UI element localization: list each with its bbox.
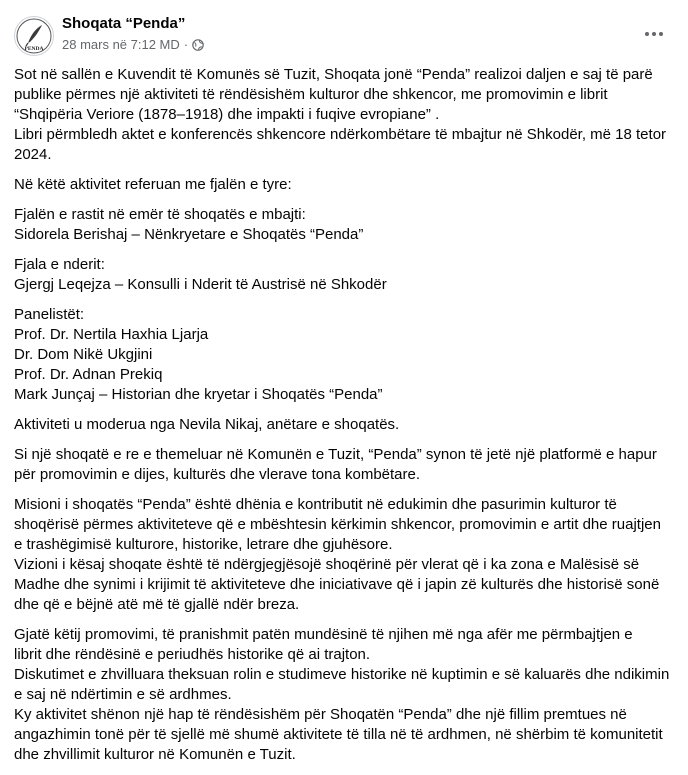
post-text-line: “Shqipëria Veriore (1878–1918) dhe impakti i fuqive evropiane” . [14,106,440,123]
post-paragraph [14,65,676,165]
post-meta [62,37,204,52]
page-name[interactable]: Shoqata “Penda” [62,15,186,32]
post-text-line: e trashëgimisë kulturore, historike, letrare dhe gjuhësore. [14,536,393,553]
post-paragraph [14,415,676,435]
post-header [0,0,688,64]
post-text-line: Panelistët: [14,306,85,323]
post-timestamp[interactable]: 28 mars në 7:12 MD [62,37,180,52]
post-text-line: Aktiviteti u moderua nga Nevila Nikaj, anëtare e shoqatës. [14,416,400,433]
post-text-line: e saj në ndërtimin e së ardhmes. [14,686,232,703]
post-text-line: për promovimin e dijes, kulturës dhe vlerave tona kombëtare. [14,466,421,483]
post-text-line: angazhimin tonë për të sjellë më shumë aktivitete të tilla në të ardhmen, në shërbim të komunitetit [14,726,663,743]
post-text-line: shoqërisë përmes aktiviteteve që e mbështesin kërkimin shkencor, promovimin e artit dhe ruajtjen [14,516,661,533]
post-text-line: dhe që e bëjnë atë më të gjallë ndër breza. [14,596,300,613]
svg-text:PENDA: PENDA [24,46,44,52]
post-text-line: Mark Junçaj – Historian dhe kryetar i Shoqatës “Penda” [14,386,383,403]
post-text-line: Sidorela Berishaj – Nënkryetare e Shoqatës “Penda” [14,226,364,243]
post-text-line: Misioni i shoqatës “Penda” është dhënia e kontributit në edukimin dhe pasurimin kulturor të [14,496,617,513]
post-text-line: Madhe dhe synimi i krijimit të aktiviteteve dhe iniciativave që i japin zë kulturës dhe historisë sonë [14,576,660,593]
post-text-line: Në këtë aktivitet referuan me fjalën e tyre: [14,176,292,193]
post-text-line: Dr. Dom Nikë Ukgjini [14,346,153,363]
meta-separator: · [183,37,189,52]
post-paragraph [14,445,676,485]
post-text-line: Si një shoqatë e re e themeluar në Komunën e Tuzit, “Penda” synon të jetë një platformë e hapur [14,446,657,463]
post-text-line: dhe zhvillimit kulturor në Komunën e Tuzit. [14,746,296,763]
post-paragraph [14,175,676,195]
post-text-line: Sot në sallën e Kuvendit të Komunës së Tuzit, Shoqata jonë “Penda” realizoi daljen e saj të parë [14,66,653,83]
post-text-line: Libri përmbledh aktet e konferencës shkencore ndërkombëtare të mbajtur në Shkodër, më 18 tetor [14,126,667,143]
post-text-line: Fjala e nderit: [14,256,105,273]
post-text-line: librit dhe rëndësinë e periudhës historike që ai trajton. [14,646,371,663]
post-text-line: Diskutimet e zhvilluara theksuan rolin e studimeve historike në kuptimin e së kaluarës dhe ndikimin [14,666,670,683]
post-text-line: Gjergj Leqejza – Konsulli i Nderit të Austrisë në Shkodër [14,276,387,293]
post-text-line: Vizioni i kësaj shoqate është të ndërgjegjësojë shoqërinë për vlerat që i ka zona e Malësisë së [14,556,640,573]
post-text-line: Prof. Dr. Adnan Prekiq [14,366,163,383]
post-text-line: Prof. Dr. Nertila Haxhia Ljarja [14,326,209,343]
page-avatar[interactable] [14,16,54,56]
post-text-line: Gjatë këtij promovimi, të pranishmit patën mundësinë të njihen më nga afër me përmbajtjen e [14,626,633,643]
penda-logo [15,17,53,55]
post-paragraph [14,305,676,405]
post-paragraph [14,205,676,245]
post-text-line: Fjalën e rastit në emër të shoqatës e mbajti: [14,206,306,223]
post-body [14,65,676,775]
post-paragraph [14,495,676,615]
more-options-icon[interactable] [642,22,666,46]
post-paragraph [14,625,676,765]
globe-icon[interactable] [192,39,204,51]
post-text-line: 2024. [14,146,52,163]
post-text-line: Ky aktivitet shënon një hap të rëndësishëm për Shoqatën “Penda” dhe një fillim premtues në [14,706,627,723]
post-paragraph [14,255,676,295]
post-text-line: publike përmes një aktiviteti të rëndësishëm kulturor dhe shkencor, me promovimin e librit [14,86,608,103]
